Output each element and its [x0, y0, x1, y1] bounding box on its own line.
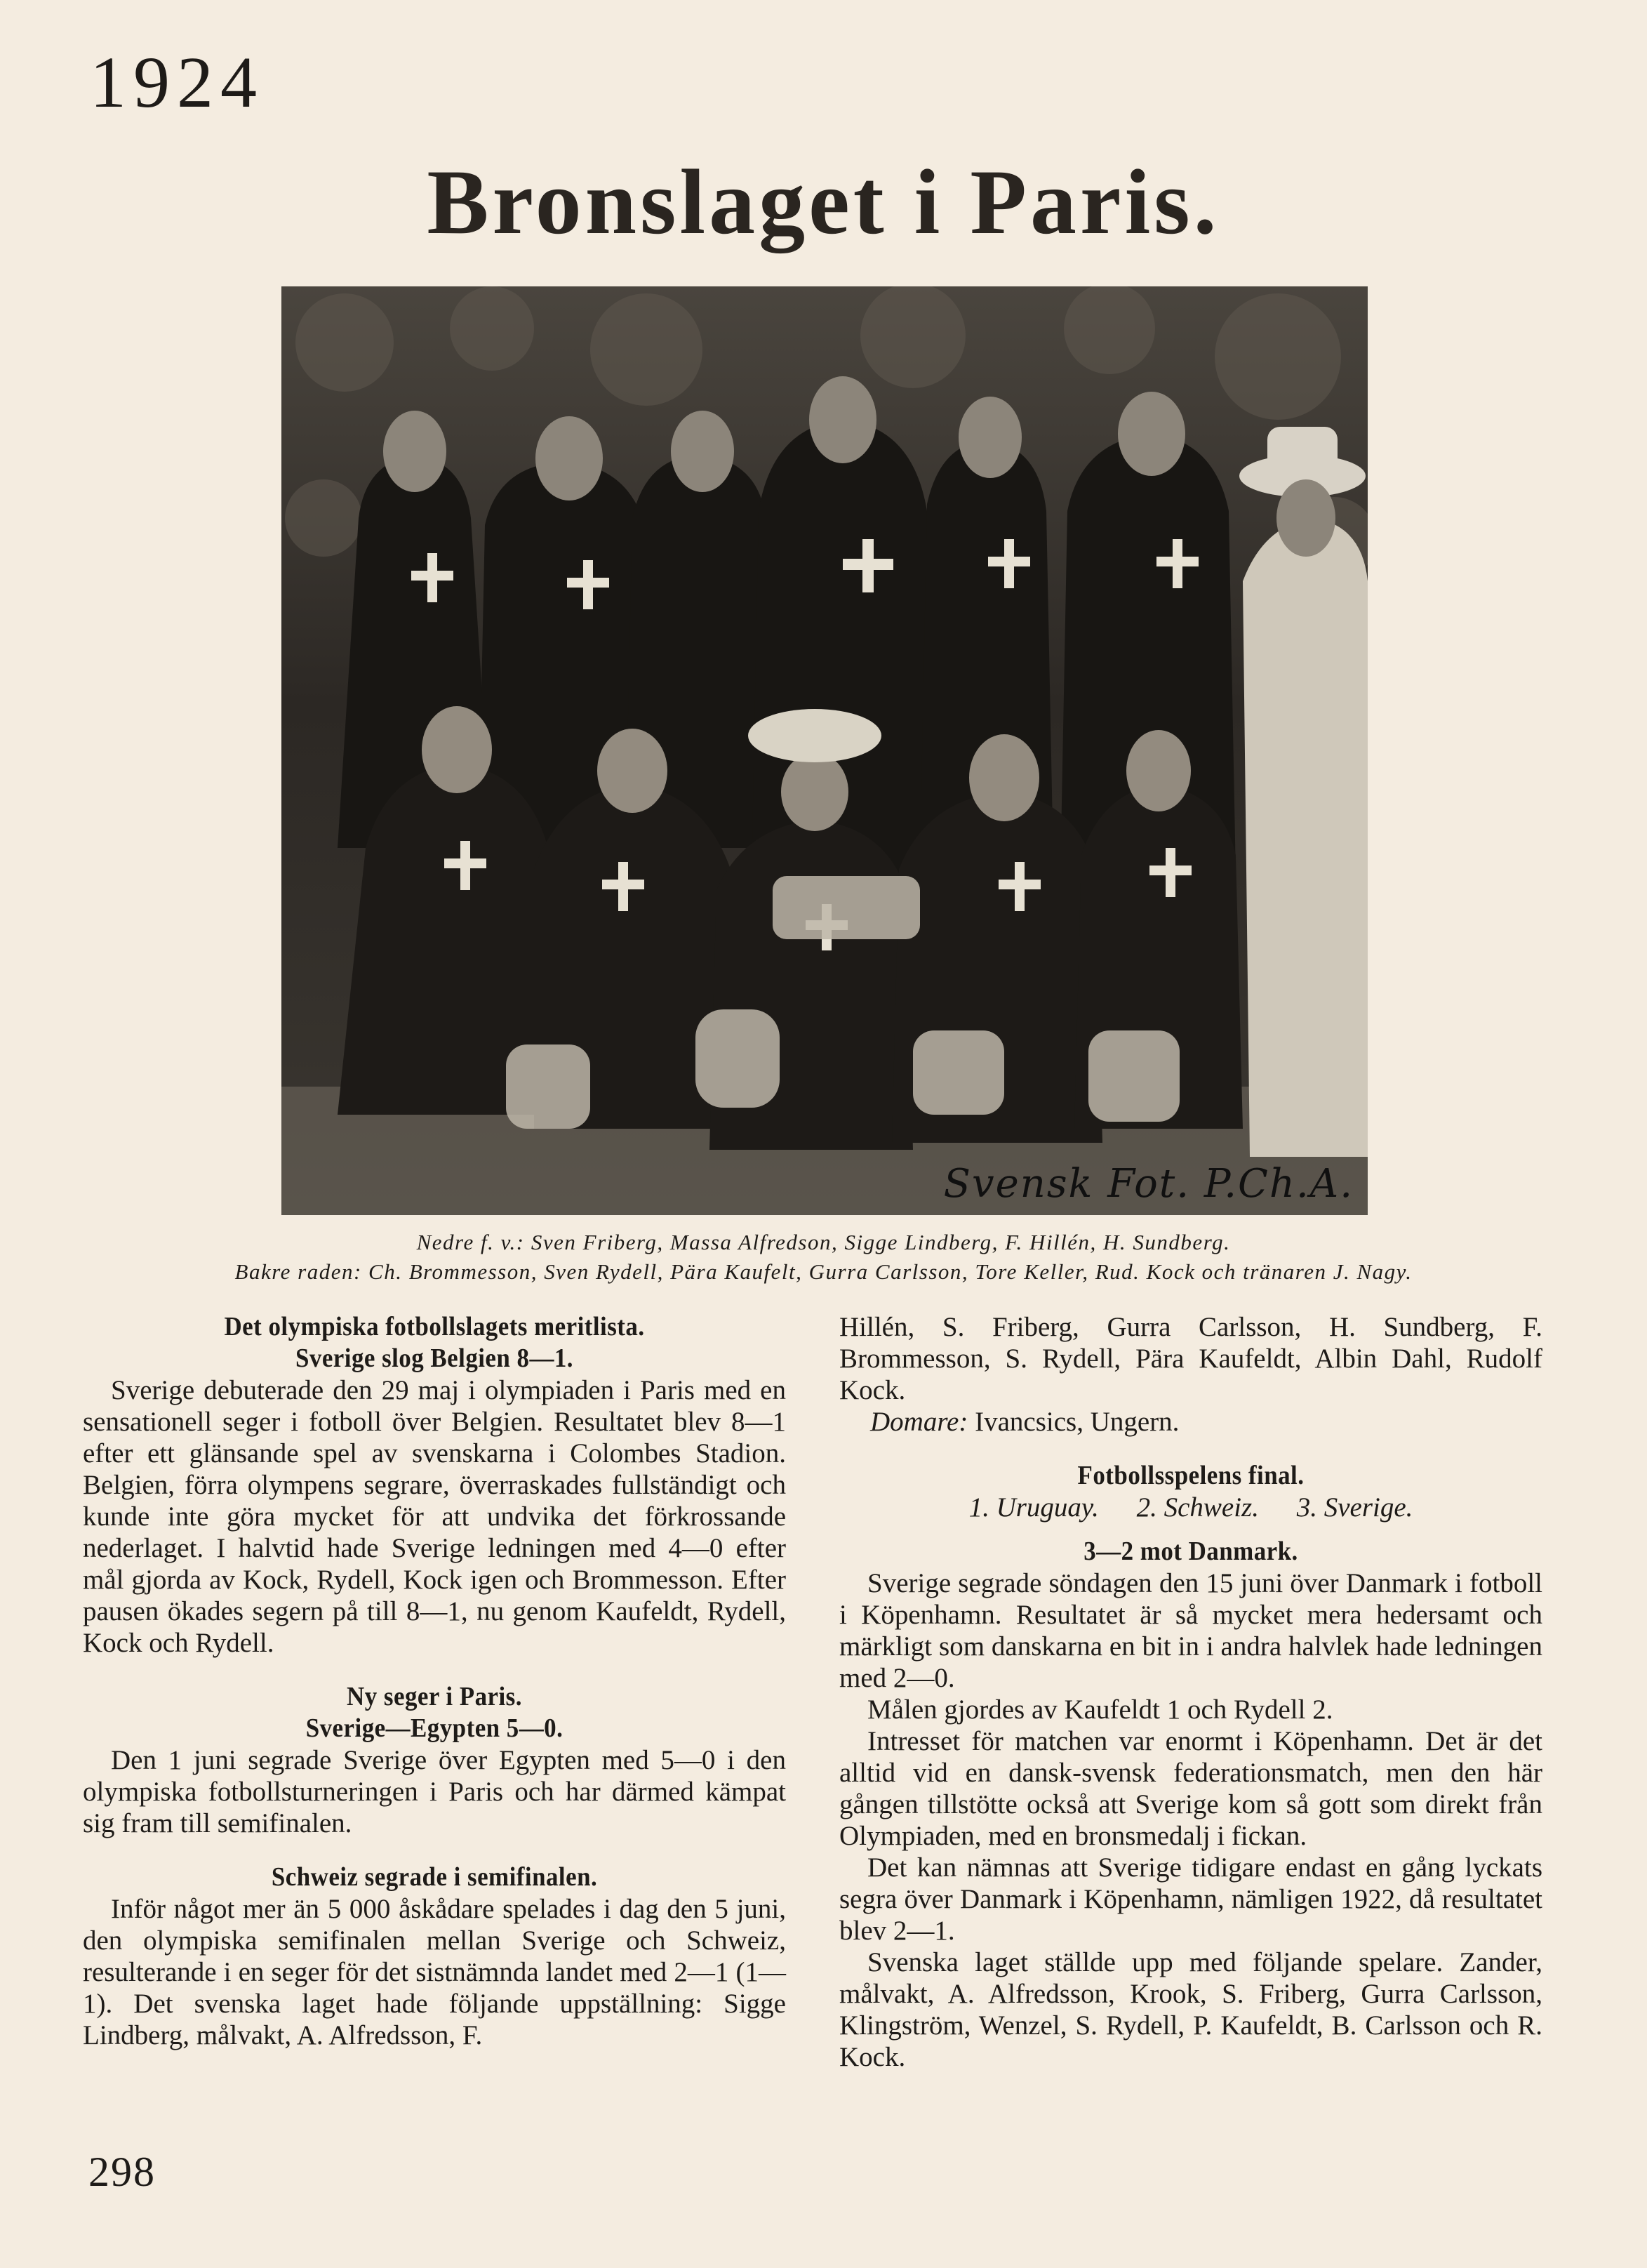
paragraph-danmark-4: Det kan nämnas att Sverige tidigare endast en gång lyckats segra över Danmark i Köpenhamn, nämligen 1922, då resultatet blev 2—1. — [839, 1852, 1542, 1946]
paragraph-egypten: Den 1 juni segrade Sverige över Egypten med 5—0 i den olympiska fotbollsturneringen i Paris och har därmed kämpat sig fram till semifinalen. — [83, 1745, 786, 1838]
left-column — [83, 1311, 786, 2051]
final-place-1: 1. Uruguay. — [968, 1492, 1099, 1523]
final-place-2: 2. Schweiz. — [1136, 1492, 1259, 1523]
paragraph-semifinal: Inför något mer än 5 000 åskådare spelades i dag den 5 juni, den olympiska semifinalen mellan Sverige och Schweiz, resulterande i en seger för det sistnämnda landet med 2—1 (1—1). Det svenska laget hade följande uppställning: Sigge Lindberg, målvakt, A. Alfredsson, F. — [83, 1894, 786, 2050]
year-heading: 1924 — [90, 42, 264, 123]
referee-name: Ivancsics, Ungern. — [975, 1407, 1180, 1437]
page-title: Bronslaget i Paris. — [427, 150, 1220, 253]
team-photo-illustration — [281, 286, 1368, 1215]
section-subheading-belgien: Sverige slog Belgien 8—1. — [295, 1344, 574, 1373]
paragraph-belgien: Sverige debuterade den 29 maj i olympiaden i Paris med en sensationell seger i fotboll över Belgien. Resultatet blev 8—1 efter ett glänsande spel av svenskarna i Colombes Stadion. Belgien, förra olympens segrare, överraskades fullständigt och kunde inte göra mycket för att undvika det förkrossande nederlaget. I halvtid hade Sverige ledningen med 4—0 efter mål gjorda av Kock, Rydell, Kock igen och Brommesson. Efter pausen ökades segern på till 8—1, nu genom Kaufeldt, Rydell, Kock och Rydell. — [83, 1375, 786, 1658]
paragraph-lineup-continued: Hillén, S. Friberg, Gurra Carlsson, H. Sundberg, F. Brommesson, S. Rydell, Pära Kaufeldt, Albin Dahl, Rudolf Kock. — [839, 1312, 1542, 1405]
section-heading-danmark: 3—2 mot Danmark. — [1083, 1537, 1298, 1566]
paragraph-danmark-5: Svenska laget ställde upp med följande spelare. Zander, målvakt, A. Alfredsson, Krook, S. Friberg, Gurra Carlsson, Klingström, Wenzel, S. Rydell, P. Kaufeldt, B. Carlsson och R. Kock. — [839, 1947, 1542, 2072]
referee-label: Domare: — [870, 1407, 968, 1437]
team-photo — [281, 286, 1368, 1215]
section-heading-semifinal: Schweiz segrade i semifinalen. — [271, 1862, 598, 1892]
final-place-3: 3. Sverige. — [1296, 1492, 1413, 1523]
paragraph-danmark-2: Målen gjordes av Kaufeldt 1 och Rydell 2. — [867, 1695, 1333, 1725]
paragraph-danmark-1: Sverige segrade söndagen den 15 juni över Danmark i fotboll i Köpenhamn. Resultatet är så mycket mera hedersamt och märkligt som danskarna en bit in i andra halvlek hade ledningen med 2—0. — [839, 1568, 1542, 1693]
caption-back-row: Bakre raden: Ch. Brommesson, Sven Rydell, Pära Kaufelt, Gurra Carlsson, Tore Keller, Rud. Kock och tränaren J. Nagy. — [234, 1259, 1413, 1284]
photo-signature: Svensk Fot. P.Ch.A. — [943, 1161, 1354, 1207]
caption-front-row: Nedre f. v.: Sven Friberg, Massa Alfredson, Sigge Lindberg, F. Hillén, H. Sundberg. — [416, 1230, 1231, 1254]
right-column — [839, 1311, 1542, 2073]
section-subheading-egypten: Sverige—Egypten 5—0. — [305, 1713, 564, 1743]
section-heading-ny-seger: Ny seger i Paris. — [347, 1682, 522, 1711]
paragraph-danmark-3: Intresset för matchen var enormt i Köpenhamn. Det är det alltid vid en dansk-svensk federationsmatch, men den här gången tillstötte också att Sverige kom så gott som direkt från Olympiaden, med en bronsmedalj i fickan. — [839, 1726, 1542, 1851]
section-heading-meritlista: Det olympiska fotbollslagets meritlista. — [224, 1312, 645, 1341]
referee-line — [839, 1406, 1542, 1438]
final-standings — [839, 1492, 1542, 1523]
section-heading-final: Fotbollsspelens final. — [1077, 1461, 1305, 1490]
page-number: 298 — [88, 2149, 156, 2195]
